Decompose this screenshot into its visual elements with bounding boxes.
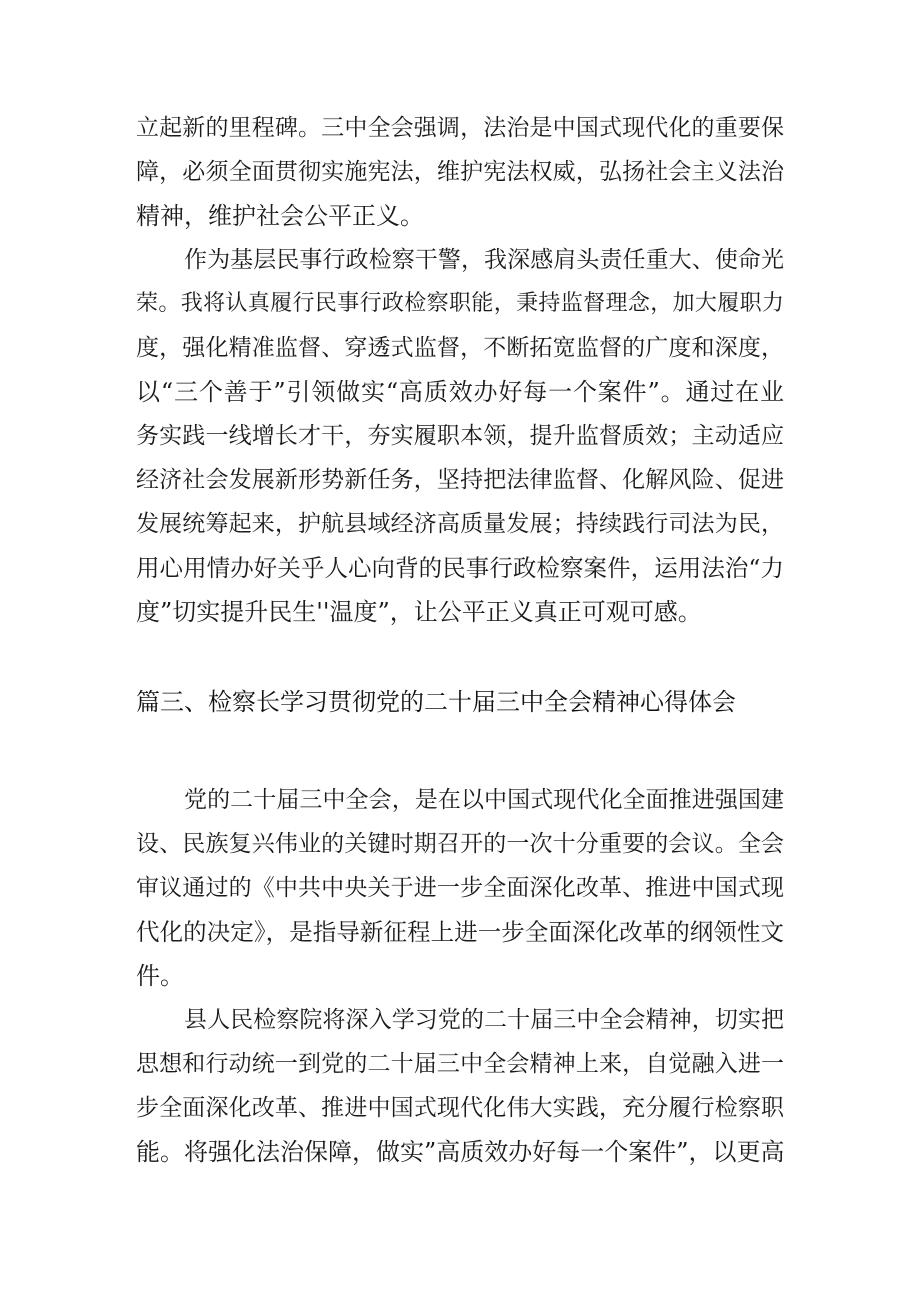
paragraph-line: 经济社会发展新形势新任务，坚持把法律监督、化解风险、促进: [136, 467, 784, 493]
paragraph-line: 县人民检察院将深入学习党的二十届三中全会精神，切实把: [184, 1007, 784, 1033]
paragraph-line: 务实践一线增长才干，夯实履职本领，提升监督质效；主动适应: [136, 423, 784, 449]
paragraph-line: 能。将强化法治保障，做实”高质效办好每一个案件”，以更高: [136, 1138, 785, 1166]
paragraph-line: 用心用情办好关乎人心向背的民事行政检察案件，运用法治“力: [136, 554, 784, 582]
paragraph-line: 障，必须全面贯彻实施宪法，维护宪法权威，弘扬社会主义法治: [136, 159, 784, 185]
paragraph-line: 度”切实提升民生''温度”，让公平正义真正可观可感。: [136, 598, 702, 626]
paragraph-line: 以“三个善于”引领做实“高质效办好每一个案件”。通过在业: [136, 378, 784, 406]
paragraph-line: 度，强化精准监督、穿透式监督，不断拓宽监督的广度和深度，: [136, 335, 784, 361]
paragraph-line: 步全面深化改革、推进中国式现代化伟大实践，充分履行检察职: [136, 1095, 784, 1121]
paragraph-line: 作为基层民事行政检察干警，我深感肩头责任重大、使命光: [184, 247, 784, 273]
paragraph-line: 思想和行动统一到党的二十届三中全会精神上来，自觉融入进一: [136, 1051, 784, 1077]
paragraph-line: 审议通过的《中共中央关于进一步全面深化改革、推进中国式现: [136, 875, 784, 901]
section-heading: 篇三、检察长学习贯彻党的二十届三中全会精神心得体会: [136, 688, 736, 716]
paragraph-line: 件。: [136, 962, 184, 990]
paragraph-line: 代化的决定》，是指导新征程上进一步全面深化改革的纲领性文: [136, 918, 784, 946]
paragraph-line: 设、民族复兴伟业的关键时期召开的一次十分重要的会议。全会: [136, 831, 784, 857]
paragraph-line: 精神，维护社会公平正义。: [136, 202, 424, 230]
paragraph-line: 荣。我将认真履行民事行政检察职能，秉持监督理念，加大履职力: [136, 291, 784, 316]
paragraph-line: 发展统筹起来，护航县域经济高质量发展；持续践行司法为民，: [136, 511, 784, 537]
paragraph-line: 立起新的里程碑。三中全会强调，法治是中国式现代化的重要保: [136, 115, 784, 141]
paragraph-line: 党的二十届三中全会，是在以中国式现代化全面推进强国建: [184, 787, 784, 813]
